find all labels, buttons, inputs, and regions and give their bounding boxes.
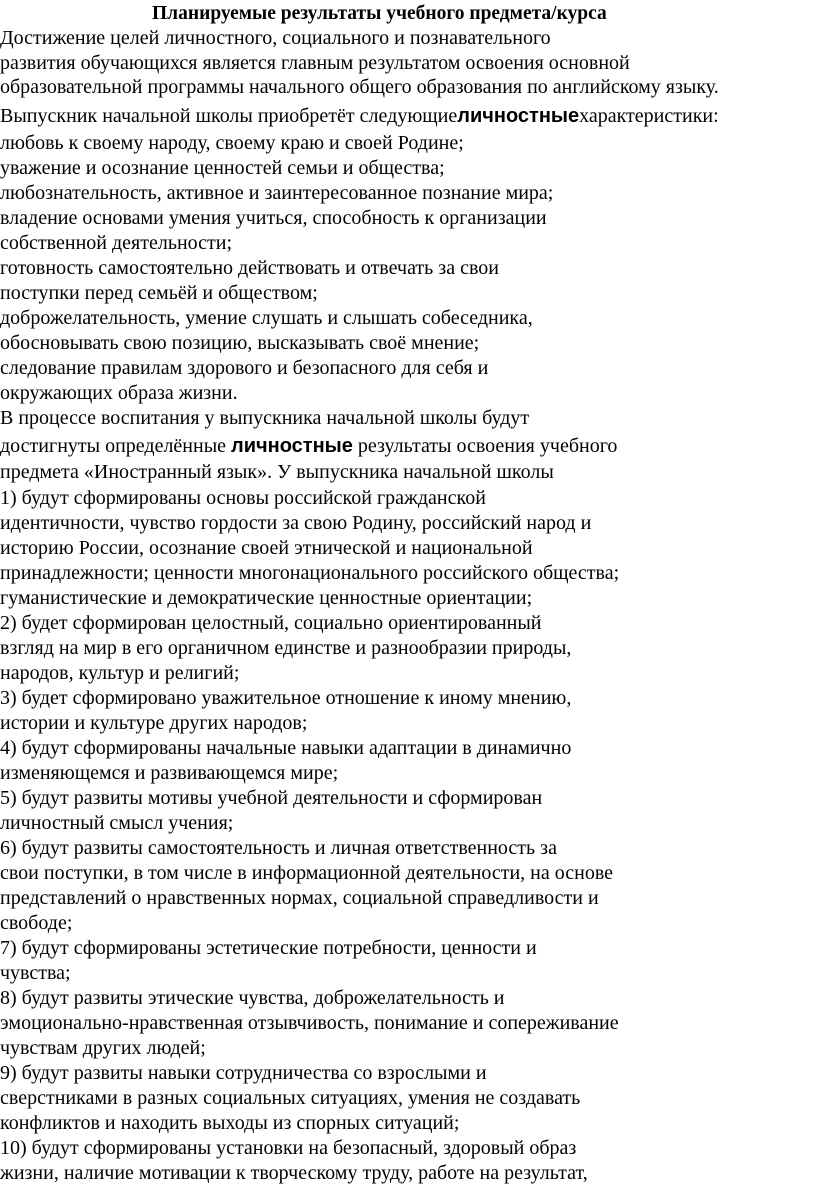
characteristic-item: владение основами умения учиться, способность к организации	[0, 207, 547, 229]
characteristic-item: любовь к своему народу, своему краю и своей Родине;	[0, 132, 464, 154]
result-item: народов, культур и религий;	[0, 662, 240, 684]
result-item: 3) будет сформировано уважительное отношение к иному мнению,	[0, 687, 572, 709]
characteristic-item: следование правилам здорового и безопасного для себя и	[0, 357, 489, 379]
highlight-word: личностные	[457, 105, 580, 127]
result-item: 8) будут развиты этические чувства, доброжелательность и	[0, 987, 505, 1009]
characteristic-item: готовность самостоятельно действовать и отвечать за свои	[0, 257, 499, 279]
graduate-line-end: характеристики:	[579, 105, 719, 127]
characteristic-item: собственной деятельности;	[0, 232, 233, 254]
characteristic-item: доброжелательность, умение слушать и слышать собеседника,	[0, 307, 533, 329]
intro-line: развития обучающихся является главным результатом освоения основной	[0, 52, 630, 74]
result-item: 2) будет сформирован целостный, социально ориентированный	[0, 612, 542, 634]
result-item: чувства;	[0, 962, 71, 984]
result-item: историю России, осознание своей этнической и национальной	[0, 537, 533, 559]
result-item: изменяющемся и развивающемся мире;	[0, 762, 339, 784]
result-item: свои поступки, в том числе в информационной деятельности, на основе	[0, 862, 614, 884]
process-line-start: достигнуты определённые	[0, 435, 232, 457]
characteristic-item: поступки перед семьёй и обществом;	[0, 282, 318, 304]
result-item: 1) будут сформированы основы российской гражданской	[0, 487, 486, 509]
result-item: личностный смысл учения;	[0, 812, 234, 834]
process-line	[0, 435, 617, 457]
graduate-line-start: Выпускник начальной школы приобретёт следующие	[0, 105, 458, 127]
result-item: истории и культуре других народов;	[0, 712, 308, 734]
document-title: Планируемые результаты учебного предмета/курса	[152, 3, 607, 24]
result-item: принадлежности; ценности многонационального российского общества;	[0, 562, 620, 584]
result-item: представлений о нравственных нормах, социальной справедливости и	[0, 887, 599, 909]
result-item: 7) будут сформированы эстетические потребности, ценности и	[0, 937, 537, 959]
highlight-word: личностные	[231, 435, 353, 457]
result-item: 4) будут сформированы начальные навыки адаптации в динамично	[0, 737, 572, 759]
graduate-characteristics-line	[0, 105, 719, 127]
result-item: гуманистические и демократические ценностные ориентации;	[0, 587, 533, 609]
result-item: эмоционально-нравственная отзывчивость, понимание и сопереживание	[0, 1012, 619, 1034]
process-line: В процессе воспитания у выпускника начальной школы будут	[0, 407, 530, 429]
characteristic-item: окружающих образа жизни.	[0, 382, 238, 404]
characteristic-item: любознательность, активное и заинтересованное познание мира;	[0, 182, 554, 204]
process-line-end: результаты освоения учебного	[352, 435, 618, 457]
result-item: 9) будут развиты навыки сотрудничества со взрослыми и	[0, 1062, 487, 1084]
characteristic-item: уважение и осознание ценностей семьи и общества;	[0, 157, 445, 179]
result-item: 10) будут сформированы установки на безопасный, здоровый образ	[0, 1137, 577, 1159]
intro-line: Достижение целей личностного, социального и познавательного	[0, 27, 551, 49]
result-item: жизни, наличие мотивации к творческому труду, работе на результат,	[0, 1162, 588, 1184]
result-item: чувствам других людей;	[0, 1037, 206, 1059]
process-line: предмета «Иностранный язык». У выпускника начальной школы	[0, 461, 554, 483]
intro-line: образовательной программы начального общего образования по английскому языку.	[0, 76, 719, 98]
result-item: идентичности, чувство гордости за свою Родину, российский народ и	[0, 512, 592, 534]
result-item: свободе;	[0, 912, 73, 934]
result-item: 5) будут развиты мотивы учебной деятельности и сформирован	[0, 787, 543, 809]
result-item: конфликтов и находить выходы из спорных ситуаций;	[0, 1112, 460, 1134]
result-item: сверстниками в разных социальных ситуациях, умения не создавать	[0, 1087, 581, 1109]
result-item: 6) будут развиты самостоятельность и личная ответственность за	[0, 837, 557, 859]
characteristic-item: обосновывать свою позицию, высказывать своё мнение;	[0, 332, 480, 354]
result-item: взгляд на мир в его органичном единстве и разнообразии природы,	[0, 637, 572, 659]
